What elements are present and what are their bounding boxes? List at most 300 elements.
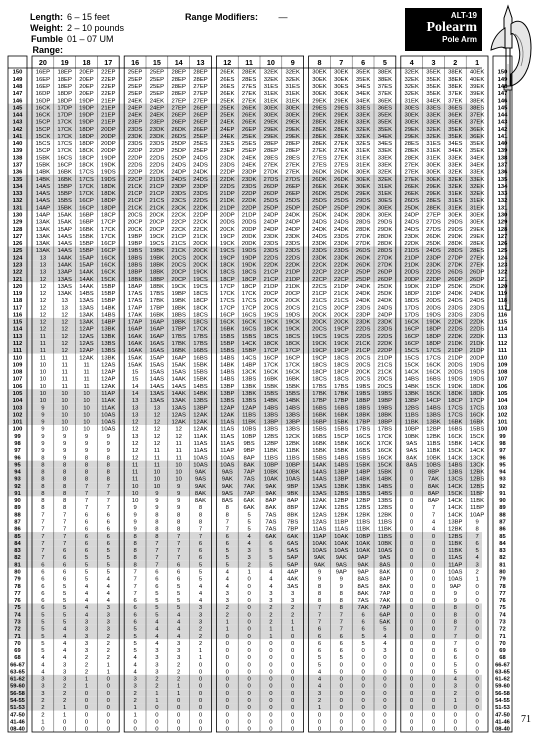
result-cell: 20CP (127, 219, 143, 226)
result-cell: 20CP (149, 219, 165, 226)
result-cell: 7AK (357, 605, 369, 612)
result-cell: 18CK (263, 326, 279, 333)
result-cell: 29EK (312, 98, 327, 105)
result-cell: 22CP (127, 176, 143, 183)
result-cell: 0 (410, 498, 414, 505)
result-cell: 23DK (404, 233, 420, 240)
result-cell: 28EK (404, 155, 419, 162)
result-cell: 13BP (334, 469, 349, 476)
result-cell: 0 (431, 648, 436, 655)
result-cell: 14BS (101, 312, 116, 319)
result-cell: 0 (339, 712, 343, 719)
result-cell: 21DP (404, 255, 420, 262)
result-cell: 13BS (101, 348, 116, 355)
result-cell: 8AP (427, 490, 440, 497)
result-cell: 8 (84, 476, 89, 483)
result-cell: 21CS (377, 362, 393, 369)
result-cell: 7 (177, 533, 181, 540)
result-cell: 17BK (149, 298, 165, 305)
roll-number-right: 134 (497, 183, 508, 190)
result-cell: 24DK (469, 291, 485, 298)
result-cell: 11 (83, 369, 90, 376)
result-cell: 22CP (171, 219, 187, 226)
result-cell: 0 (269, 655, 273, 662)
result-cell: 7AS (265, 526, 277, 533)
result-cell: 14CK (447, 505, 463, 512)
result-cell: 2 (63, 698, 67, 705)
result-cell: 7AP (379, 590, 391, 597)
result-cell: 8AS (357, 583, 369, 590)
result-cell: 37ES (377, 83, 393, 90)
roll-number-right: 59-60 (495, 683, 510, 690)
result-cell: 7AP (243, 469, 255, 476)
roll-number-right: 124 (497, 255, 508, 262)
result-cell: 14AK (171, 376, 186, 383)
result-cell: 5 (453, 669, 457, 676)
result-cell: 21CK (333, 291, 349, 298)
result-cell: 17CK (263, 362, 279, 369)
result-cell: 16BK (334, 412, 349, 419)
roll-number-right: 130 (497, 212, 508, 219)
result-cell: 0 (431, 712, 436, 719)
result-cell: 16CP (404, 333, 420, 340)
result-cell: 0 (317, 719, 322, 726)
result-cell: 22CP (333, 269, 349, 276)
result-cell: 22DP (149, 148, 165, 155)
result-cell: 6AK (243, 505, 255, 512)
roll-number-right: 135 (497, 176, 508, 183)
result-cell: 20DS (219, 219, 235, 226)
result-cell: 32EK (263, 76, 279, 83)
result-cell: 13AS (79, 305, 94, 312)
result-cell: 2 (84, 669, 89, 676)
result-cell: 1 (84, 676, 89, 683)
result-cell: 12BP (426, 426, 441, 433)
result-cell: 0 (410, 533, 414, 540)
result-cell: 21DP (426, 283, 441, 290)
result-cell: 21CK (127, 205, 143, 212)
result-cell: 8AK (379, 569, 391, 576)
roll-number-left: 84 (14, 540, 21, 547)
result-cell: 4 (198, 590, 203, 597)
result-cell: 20CP (171, 269, 187, 276)
result-cell: 4 (63, 626, 67, 633)
result-cell: 0 (291, 655, 295, 662)
result-cell: 15 (131, 376, 139, 383)
result-cell: 12AK (101, 383, 116, 390)
result-cell: 10BK (263, 469, 279, 476)
result-cell: 23CK (171, 205, 187, 212)
result-cell: 24EK (127, 112, 143, 119)
result-cell: 3 (84, 626, 89, 633)
result-cell: 17DP (57, 105, 73, 112)
result-cell: 25DP (171, 155, 187, 162)
result-cell: 0 (247, 590, 251, 597)
result-cell: 10 (83, 398, 90, 405)
result-cell: 19BS (127, 248, 143, 255)
result-cell: 17CK (57, 148, 73, 155)
result-cell: 21EP (101, 98, 116, 105)
result-cell: 17CP (219, 305, 235, 312)
result-cell: 2 (63, 690, 67, 697)
result-cell: 16CP (79, 205, 94, 212)
result-cell: 9 (155, 490, 159, 497)
result-cell: 32EK (448, 169, 463, 176)
result-cell: 6AK (265, 533, 277, 540)
result-cell: 1 (198, 655, 203, 662)
result-cell: 5 (155, 612, 159, 619)
roll-number-left: 88 (14, 512, 21, 519)
result-cell: 37EK (377, 91, 393, 98)
result-cell: 0 (361, 719, 365, 726)
result-cell: 4 (177, 633, 181, 640)
result-cell: 13AS (57, 276, 72, 283)
result-cell: 28ES (404, 141, 419, 148)
result-cell: 28ES (469, 248, 485, 255)
result-cell: 15AK (127, 362, 143, 369)
result-cell: 2 (198, 633, 203, 640)
result-cell: 26EP (285, 183, 300, 190)
result-cell: 20CP (285, 291, 301, 298)
result-cell: 0 (198, 726, 203, 733)
result-cell: 7 (41, 519, 45, 526)
result-cell: 16CP (79, 198, 94, 205)
result-cell: 12BS (469, 483, 485, 490)
result-cell: 3 (133, 676, 137, 683)
result-cell: 7 (225, 526, 229, 533)
result-cell: 16CP (219, 312, 235, 319)
result-cell: 38EK (377, 69, 393, 76)
result-cell: 12 (131, 455, 139, 462)
result-cell: 8 (198, 519, 203, 526)
result-cell: 15BP (220, 341, 235, 348)
result-cell: 13BK (101, 333, 116, 340)
result-cell: 5 (247, 526, 251, 533)
result-cell: 0 (410, 555, 414, 562)
result-cell: 17BS (149, 291, 165, 298)
result-cell: 9 (41, 448, 45, 455)
result-cell: 32EK (469, 191, 485, 198)
result-cell: 10 (83, 412, 90, 419)
result-cell: 13BP (448, 519, 463, 526)
result-cell: 7 (317, 605, 322, 612)
result-cell: 34EK (377, 133, 393, 140)
result-cell: 9AS (335, 562, 347, 569)
result-cell: 18BP (127, 269, 143, 276)
result-cell: 15BK (263, 383, 279, 390)
result-cell: 23DS (312, 248, 327, 255)
result-cell: 19CK (219, 241, 235, 248)
result-cell: 19CK (193, 269, 208, 276)
result-cell: 0 (198, 690, 203, 697)
result-cell: 10 (153, 469, 161, 476)
result-cell: 12 (39, 319, 47, 326)
result-cell: 8 (63, 476, 67, 483)
result-cell: 22DK (447, 319, 463, 326)
result-cell: 23DK (149, 133, 165, 140)
table-title-box (405, 8, 482, 51)
result-cell: 2 (247, 562, 251, 569)
result-cell: 0 (106, 683, 110, 690)
result-cell: 8 (225, 505, 229, 512)
result-cell: 33EK (448, 162, 463, 169)
result-cell: 18CS (193, 319, 208, 326)
result-cell: 0 (339, 683, 343, 690)
result-cell: 15CP (35, 148, 51, 155)
result-cell: 17BP (355, 419, 371, 426)
result-cell: 0 (225, 690, 229, 697)
result-cell: 24DP (404, 212, 420, 219)
result-cell: 30EK (426, 176, 441, 183)
result-cell: 32EK (404, 91, 419, 98)
result-cell: 0 (247, 626, 251, 633)
result-cell: 7 (133, 583, 137, 590)
result-cell: 22DP (241, 191, 257, 198)
result-cell: 30EK (426, 169, 441, 176)
result-cell: 0 (269, 669, 273, 676)
roll-number-left: 98 (14, 440, 21, 447)
result-cell: 8 (198, 505, 203, 512)
result-cell: 14BS (193, 383, 208, 390)
result-cell: 11BS (404, 412, 419, 419)
stat-fumble-range (8, 34, 143, 56)
result-cell: 0 (383, 698, 387, 705)
result-cell: 0 (431, 605, 436, 612)
result-cell: 40EK (469, 76, 485, 83)
roll-number-right: 71 (499, 633, 506, 640)
result-cell: 32EK (285, 69, 300, 76)
result-cell: 18CK (79, 162, 94, 169)
result-cell: 33EK (355, 112, 371, 119)
stat-weight (8, 23, 143, 34)
result-cell: 11BS (242, 412, 257, 419)
result-cell: 16BK (171, 348, 186, 355)
result-cell: 19BP (127, 241, 143, 248)
result-cell: 19DS (100, 176, 116, 183)
column-header: 11 (245, 58, 253, 67)
result-cell: 1 (269, 633, 273, 640)
result-cell: 12AS (79, 333, 94, 340)
result-cell: 33EK (377, 148, 393, 155)
roll-number-left: 132 (12, 198, 23, 205)
result-cell: 0 (361, 705, 365, 712)
roll-number-right: 116 (497, 312, 508, 319)
roll-number-right: 95 (499, 462, 506, 469)
result-cell: 0 (361, 726, 365, 733)
result-cell: 1 (247, 569, 251, 576)
result-cell: 10 (131, 483, 139, 490)
result-cell: 13CK (241, 369, 257, 376)
result-cell: 9 (133, 519, 137, 526)
result-cell: 28DK (355, 226, 371, 233)
result-cell: 0 (383, 655, 387, 662)
result-cell: 25DP (171, 141, 187, 148)
result-cell: 21DP (263, 283, 279, 290)
result-cell: 14BS (377, 483, 393, 490)
result-cell: 26DK (171, 126, 187, 133)
result-cell: 18BK (377, 412, 393, 419)
roll-number-right: 66-67 (495, 662, 510, 669)
result-cell: 17CK (57, 126, 73, 133)
result-cell: 6 (41, 562, 45, 569)
result-cell: 13AK (35, 241, 51, 248)
result-cell: 18DP (100, 198, 116, 205)
result-cell: 32EK (404, 83, 419, 90)
result-cell: 18CS (312, 362, 327, 369)
result-cell: 13BK (404, 391, 419, 398)
result-cell: 8 (133, 562, 137, 569)
result-cell: 0 (291, 669, 295, 676)
result-cell: 35EK (426, 69, 441, 76)
result-cell: 25EK (220, 105, 235, 112)
result-cell: 25EP (127, 76, 143, 83)
result-cell: 6 (475, 540, 479, 547)
result-cell: 30EK (469, 212, 485, 219)
result-cell: 12 (39, 312, 47, 319)
result-cell: 16CP (404, 326, 420, 333)
result-cell: 24DS (312, 233, 327, 240)
result-cell: 39EK (469, 91, 485, 98)
result-cell: 30EK (263, 112, 279, 119)
result-cell: 0 (383, 726, 387, 733)
result-cell: 35EK (448, 119, 463, 126)
result-cell: 15AS (149, 362, 165, 369)
result-cell: 18BP (149, 276, 165, 283)
result-cell: 12BS (355, 505, 371, 512)
result-cell: 3 (317, 690, 322, 697)
result-cell: 16BS (426, 376, 441, 383)
result-cell: 0 (383, 719, 387, 726)
result-cell: 27DS (285, 176, 301, 183)
result-cell: 8AK (379, 583, 391, 590)
roll-number-left: 120 (12, 283, 23, 290)
roll-number-right: 119 (497, 291, 508, 298)
result-cell: 31ES (263, 83, 279, 90)
result-cell: 0 (410, 576, 414, 583)
result-cell: 21CS (171, 241, 187, 248)
result-cell: 30EK (355, 169, 371, 176)
result-cell: 5 (106, 562, 110, 569)
result-cell: 0 (291, 712, 295, 719)
result-cell: 7 (177, 540, 181, 547)
result-cell: 5 (361, 640, 365, 647)
roll-number-right: 107 (497, 376, 508, 383)
result-cell: 22DS (355, 326, 371, 333)
result-cell: 25EP (127, 69, 143, 76)
table-code: ALT-19 (450, 11, 477, 20)
result-cell: 0 (177, 712, 181, 719)
result-cell: 10BP (285, 462, 300, 469)
result-cell: 34ES (377, 141, 393, 148)
range-modifiers (185, 12, 288, 22)
result-cell: 13AK (35, 233, 51, 240)
roll-number-left: 142 (12, 126, 23, 133)
result-cell: 30EK (448, 212, 463, 219)
result-cell: 4 (317, 669, 322, 676)
result-cell: 16AP (149, 326, 165, 333)
result-cell: 21CS (333, 298, 349, 305)
result-cell: 0 (225, 705, 229, 712)
result-cell: 17BS (334, 383, 349, 390)
result-cell: 22DS (127, 162, 143, 169)
result-cell: 1 (84, 683, 89, 690)
result-cell: 20DP (469, 355, 485, 362)
result-cell: 13BS (220, 398, 235, 405)
result-cell: 21DK (469, 341, 485, 348)
result-cell: 0 (431, 698, 436, 705)
result-cell: 16BK (263, 376, 279, 383)
result-cell: 14AS (149, 376, 165, 383)
result-cell: 23DS (447, 312, 463, 319)
result-cell: 23DS (377, 326, 393, 333)
result-cell: 6 (133, 619, 137, 626)
result-cell: 15BP (241, 348, 257, 355)
result-cell: 24DP (285, 219, 301, 226)
result-cell: 5 (177, 590, 181, 597)
result-cell: 17CK (377, 440, 393, 447)
result-cell: 9AK (335, 555, 347, 562)
result-cell: 16BK (79, 226, 94, 233)
result-cell: 16BP (79, 219, 94, 226)
result-cell: 3 (63, 662, 67, 669)
result-cell: 20CK (333, 312, 349, 319)
result-cell: 4 (155, 619, 159, 626)
roll-number-right: 90 (499, 498, 506, 505)
result-cell: 4 (41, 655, 45, 662)
result-cell: 3 (225, 590, 229, 597)
result-cell: 13BK (241, 383, 257, 390)
result-cell: 24DP (263, 226, 279, 233)
result-cell: 27EP (426, 212, 441, 219)
result-cell: 24DS (404, 226, 420, 233)
result-cell: 22DK (241, 198, 257, 205)
result-cell: 11 (39, 355, 46, 362)
result-cell: 11 (153, 455, 160, 462)
result-cell: 34ES (448, 141, 463, 148)
result-cell: 4 (84, 598, 89, 605)
result-cell: 9AK (265, 483, 277, 490)
result-cell: 8AP (243, 455, 255, 462)
result-cell: 10AS (285, 476, 300, 483)
result-cell: 15BK (448, 440, 463, 447)
result-cell: 22DK (404, 241, 420, 248)
result-cell: 6 (198, 540, 203, 547)
result-cell: 0 (431, 555, 436, 562)
result-cell: 12BS (377, 505, 393, 512)
result-cell: 27EP (193, 98, 208, 105)
result-cell: 17CP (285, 348, 301, 355)
result-cell: 6 (84, 512, 89, 519)
result-cell: 0 (431, 705, 436, 712)
result-cell: 22DS (355, 333, 371, 340)
result-cell: 7 (225, 519, 229, 526)
result-cell: 19CS (193, 283, 208, 290)
column-header: 12 (223, 58, 232, 67)
result-cell: 13AK (171, 398, 186, 405)
result-cell: 9AK (221, 476, 233, 483)
result-cell: 18CS (219, 269, 235, 276)
result-cell: 3 (155, 669, 159, 676)
result-cell: 28EK (426, 205, 441, 212)
result-cell: 22DP (241, 205, 257, 212)
result-cell: 37EK (448, 91, 463, 98)
result-cell: 13 (131, 412, 139, 419)
result-cell: 13BP (334, 476, 349, 483)
result-cell: 14BS (79, 291, 94, 298)
result-cell: 6 (41, 590, 45, 597)
result-cell: 0 (475, 648, 479, 655)
result-cell: 24DK (355, 283, 371, 290)
